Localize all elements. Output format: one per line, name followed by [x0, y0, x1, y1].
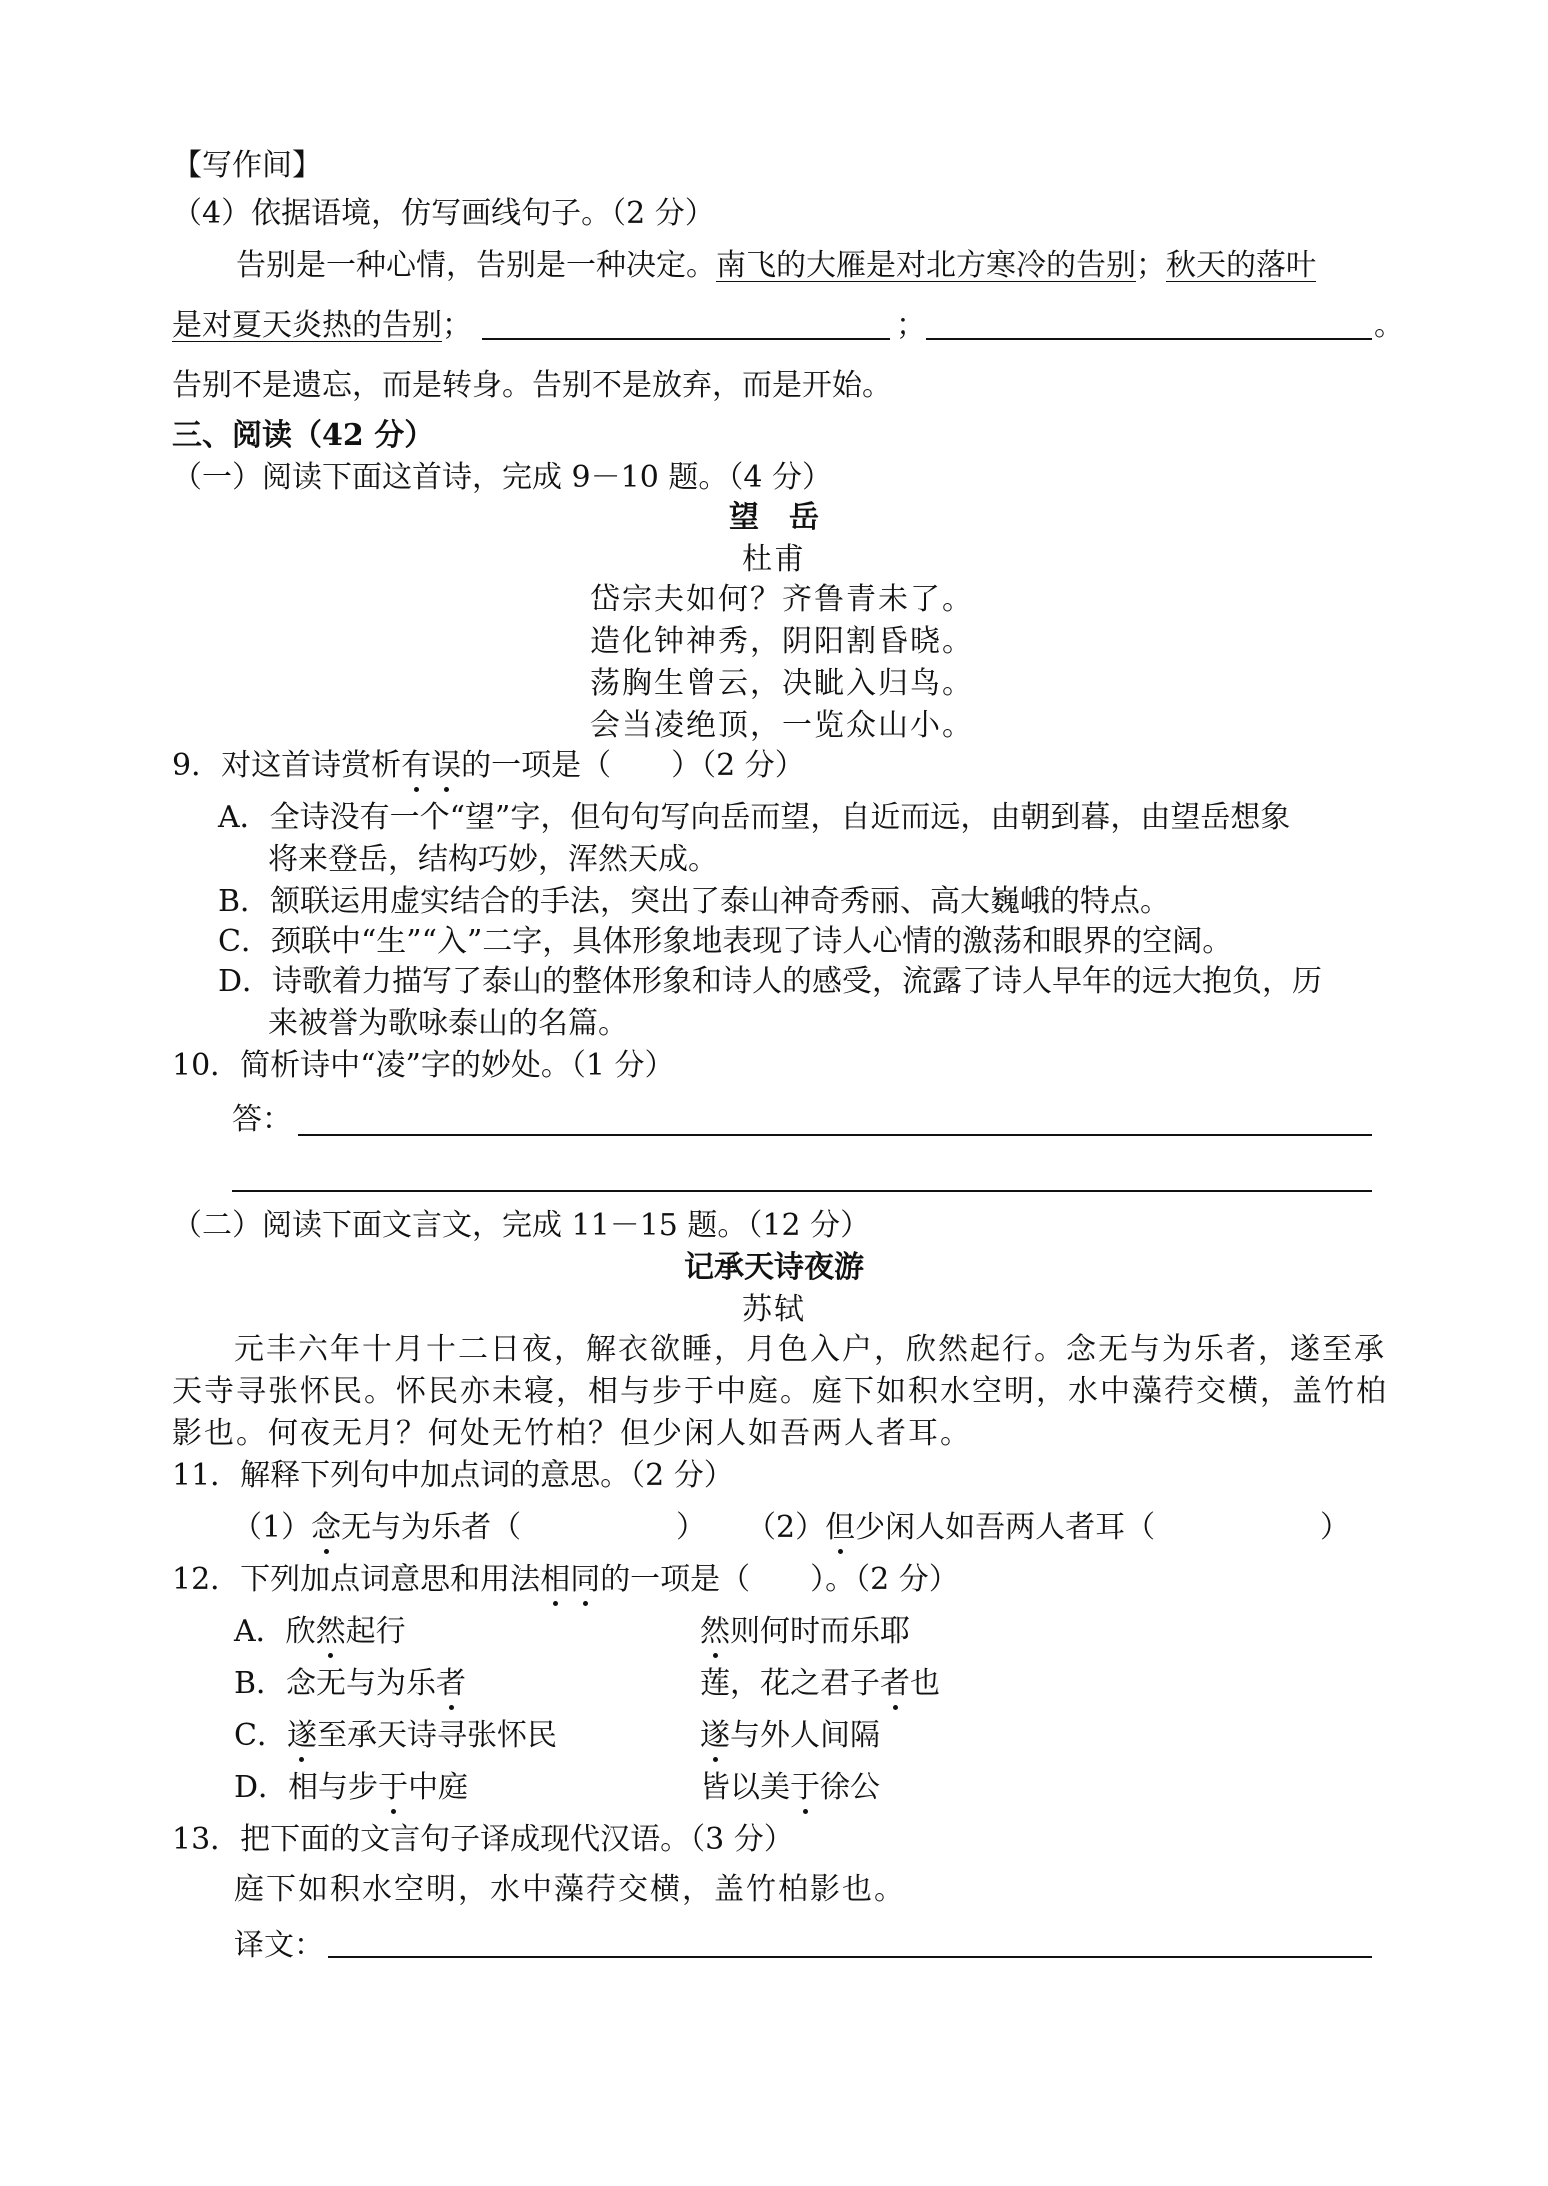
prose-line: 影也。何夜无月？何处无竹柏？但少闲人如吾两人者耳。	[172, 1416, 972, 1451]
q4-underlined-line2	[172, 306, 472, 346]
poem-author: 杜甫	[742, 542, 806, 577]
q12-dotted-word: 者	[436, 1664, 466, 1704]
q12-letter: A．	[234, 1614, 286, 1649]
q4-answer-blank-2[interactable]	[926, 338, 1372, 340]
q4-line1-plain: 告别是一种心情，告别是一种决定。	[236, 248, 716, 283]
q12-text: 徐公	[820, 1770, 880, 1805]
q4-answer-blank-1[interactable]	[482, 338, 890, 340]
q12-text: 欣	[285, 1614, 316, 1649]
part2-intro: （二）阅读下面文言文，完成 11－15 题。（12 分）	[172, 1208, 871, 1243]
q12-option-b-right	[700, 1664, 940, 1704]
q9-option-b: B．颔联运用虚实结合的手法，突出了泰山神奇秀丽、高大巍峨的特点。	[218, 884, 1171, 919]
q12-text: 也	[910, 1666, 940, 1701]
q12-dotted-word: 遂	[287, 1716, 317, 1756]
poem-line: 荡胸生曾云，决眦入归鸟。	[590, 666, 974, 701]
q4-underlined-b: 秋天的落叶	[1166, 248, 1316, 283]
reading-section-title	[172, 416, 434, 456]
q11-item1-dotted: 念	[311, 1508, 341, 1548]
q12-text: 至承天诗寻张怀民	[316, 1718, 557, 1753]
q4-sep-1: ；	[442, 308, 472, 343]
q12-dotted-word: 然	[700, 1612, 730, 1652]
q12-text: 起行	[345, 1614, 406, 1649]
q4-sep: ；	[1136, 248, 1166, 283]
q12-stem	[172, 1560, 959, 1600]
q4-prompt: （4）依据语境，仿写画线句子。（2 分）	[172, 196, 715, 231]
q13-stem: 13．把下面的文言句子译成现代汉语。（3 分）	[172, 1822, 794, 1857]
q10-answer-line-2[interactable]	[232, 1190, 1372, 1192]
prose-title: 记承天诗夜游	[684, 1250, 864, 1285]
q12-emphasis	[540, 1560, 600, 1600]
q12-text: 皆以美	[700, 1770, 790, 1805]
q13-sentence: 庭下如积水空明，水中藻荇交横，盖竹柏影也。	[234, 1872, 906, 1907]
q9-option-d: D．诗歌着力描写了泰山的整体形象和诗人的感受，流露了诗人早年的远大抱负，历	[218, 964, 1323, 999]
q10-answer-line-1[interactable]	[298, 1134, 1372, 1136]
poem-title: 望 岳	[729, 500, 819, 535]
q4-end: 。	[1374, 308, 1404, 343]
q12-dotted-word: 于	[790, 1768, 820, 1808]
q11-item1-close: ）	[676, 1510, 706, 1545]
q9-stem	[172, 746, 805, 786]
q9-option-c: C．颈联中“生”“入”二字，具体形象地表现了诗人心情的激荡和眼界的空阔。	[218, 924, 1233, 959]
q11-stem: 11．解释下列句中加点词的意思。（2 分）	[172, 1458, 734, 1493]
q11-item2-post: 少闲人如吾两人者耳（	[855, 1510, 1156, 1545]
poem-line: 造化钟神秀，阴阳割昏晓。	[590, 624, 974, 659]
q9-option-d-cont: 来被誉为歌咏泰山的名篇。	[268, 1006, 628, 1041]
q12-stem-b: 的一项是（ ）。（2 分）	[600, 1562, 959, 1597]
q12-dotted-word: 于	[378, 1768, 408, 1808]
q10-stem: 10．简析诗中“凌”字的妙处。（1 分）	[172, 1048, 675, 1083]
emphasis-char: 相	[540, 1560, 570, 1600]
reading-title-a: 三、阅读（	[172, 418, 322, 453]
q11-item2-pre: （2）	[746, 1510, 826, 1545]
q9-emphasis	[401, 746, 461, 786]
emphasis-char: 有	[401, 746, 431, 786]
q12-letter: D．	[234, 1770, 289, 1805]
q11-item-1	[232, 1508, 521, 1548]
q4-line-1	[236, 246, 1316, 286]
q12-option-a-left	[234, 1612, 406, 1652]
q9-option-a: A．全诗没有一个“望”字，但句句写向岳而望，自近而远，由朝到暮，由望岳想象	[218, 800, 1291, 835]
q12-option-b-left	[234, 1664, 466, 1704]
reading-title-score: 42	[322, 418, 364, 453]
q12-option-a-right	[700, 1612, 910, 1652]
q12-letter: B．	[234, 1666, 287, 1701]
emphasis-char: 误	[431, 746, 461, 786]
q13-answer-label: 译文：	[234, 1928, 324, 1963]
q13-answer-line[interactable]	[328, 1956, 1372, 1958]
q9-option-a-cont: 将来登岳，结构巧妙，浑然天成。	[268, 842, 718, 877]
emphasis-char: 同	[570, 1560, 600, 1600]
q12-letter: C．	[234, 1718, 287, 1753]
q11-item2-dotted: 但	[825, 1508, 855, 1548]
q11-item-2	[746, 1508, 1155, 1548]
q12-text: 莲，花之君子	[700, 1666, 880, 1701]
q12-option-c-left	[234, 1716, 557, 1756]
q12-text: 与外人间隔	[730, 1718, 880, 1753]
q9-stem-b: 的一项是（ ）（2 分）	[461, 748, 805, 783]
q4-sep-2: ；	[896, 308, 926, 343]
q11-item1-post: 无与为乐者（	[341, 1510, 522, 1545]
q4-underlined-c: 是对夏天炎热的告别	[172, 308, 442, 343]
q12-dotted-word: 然	[316, 1612, 346, 1652]
q12-dotted-word: 者	[880, 1664, 910, 1704]
q12-text: 相与步	[288, 1770, 379, 1805]
q12-option-d-left	[234, 1768, 468, 1808]
q10-answer-label: 答：	[232, 1102, 292, 1137]
poem-line: 岱宗夫如何？齐鲁青未了。	[590, 582, 974, 617]
q11-item1-pre: （1）	[232, 1510, 312, 1545]
q12-text: 中庭	[408, 1770, 469, 1805]
q12-text: 则何时而乐耶	[730, 1614, 910, 1649]
q12-option-c-right	[700, 1716, 880, 1756]
q4-line-3: 告别不是遗忘，而是转身。告别不是放弃，而是开始。	[172, 368, 892, 403]
q9-stem-a: 9．对这首诗赏析	[172, 748, 402, 783]
q12-stem-a: 12．下列加点词意思和用法	[172, 1562, 541, 1597]
part1-intro: （一）阅读下面这首诗，完成 9－10 题。（4 分）	[172, 460, 832, 495]
prose-line: 元丰六年十月十二日夜，解衣欲睡，月色入户，欣然起行。念无与为乐者，遂至承	[234, 1332, 1386, 1367]
q12-text: 念无与为乐	[286, 1666, 437, 1701]
writing-section-header: 【写作间】	[172, 148, 322, 183]
q12-dotted-word: 遂	[700, 1716, 730, 1756]
q4-underlined-a: 南飞的大雁是对北方寒冷的告别	[716, 248, 1136, 283]
q11-item2-close: ）	[1320, 1510, 1350, 1545]
poem-line: 会当凌绝顶，一览众山小。	[590, 708, 974, 743]
prose-author: 苏轼	[742, 1292, 806, 1327]
q12-option-d-right	[700, 1768, 880, 1808]
prose-line: 天寺寻张怀民。怀民亦未寝，相与步于中庭。庭下如积水空明，水中藻荇交横，盖竹柏	[172, 1374, 1388, 1409]
reading-title-b: 分）	[363, 418, 435, 453]
